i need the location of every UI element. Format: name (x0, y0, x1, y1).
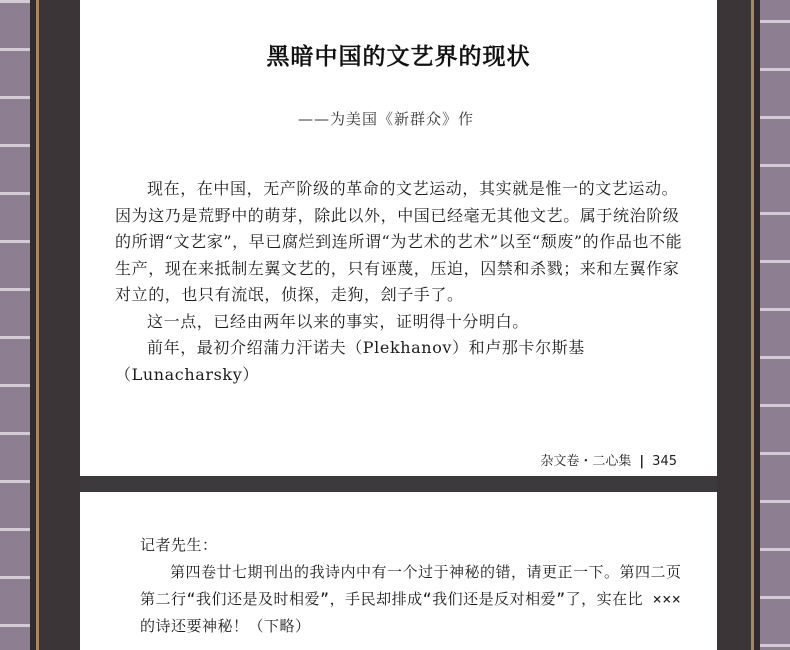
article-body (115, 176, 685, 388)
page-number: 345 (652, 454, 677, 469)
brick-wall-left (0, 0, 30, 650)
article-title: 黑暗中国的文艺界的现状 (266, 44, 531, 70)
letter-paragraph: 第四卷廿七期刊出的我诗内中有一个过于神秘的错，请更正一下。第四二页第二行“我们还是及时相爱”，手民却排成“我们还是反对相爱”了，实在比 ××× 的诗还要神秘！（下略） (140, 563, 682, 635)
letter-greeting: 记者先生： (140, 536, 218, 554)
article-subtitle: ——为美国《新群众》作 (298, 110, 475, 128)
wood-trim-left (30, 0, 80, 650)
paragraph: 这一点，已经由两年以来的事实，证明得十分明白。 (147, 311, 529, 331)
footer-separator: | (639, 454, 645, 469)
paragraph: 前年，最初介绍蒲力汗诺夫（Plekhanov）和卢那卡尔斯基（Lunacharsky） (115, 338, 585, 384)
paragraph: 现在，在中国，无产阶级的革命的文艺运动，其实就是惟一的文艺运动。因为这乃是荒野中的萌芽，除此以外，中国已经毫无其他文艺。属于统治阶级的所谓“文艺家”，早已腐烂到连所谓“为艺术的艺术”以至“颓废”的作品也不能生产，现在来抵制左翼文艺的，只有诬蔑，压迫，囚禁和杀戮；来和左翼作家对立的，也只有流氓，侦探，走狗，刽子手了。 (115, 179, 683, 304)
collection-name: 杂文卷・二心集 (540, 454, 632, 469)
letter-text (140, 532, 685, 640)
book-page-top (80, 0, 717, 476)
brick-wall-right (760, 0, 790, 650)
wood-trim-right (717, 0, 760, 650)
book-page-bottom (80, 492, 717, 650)
page-footer (540, 450, 677, 469)
